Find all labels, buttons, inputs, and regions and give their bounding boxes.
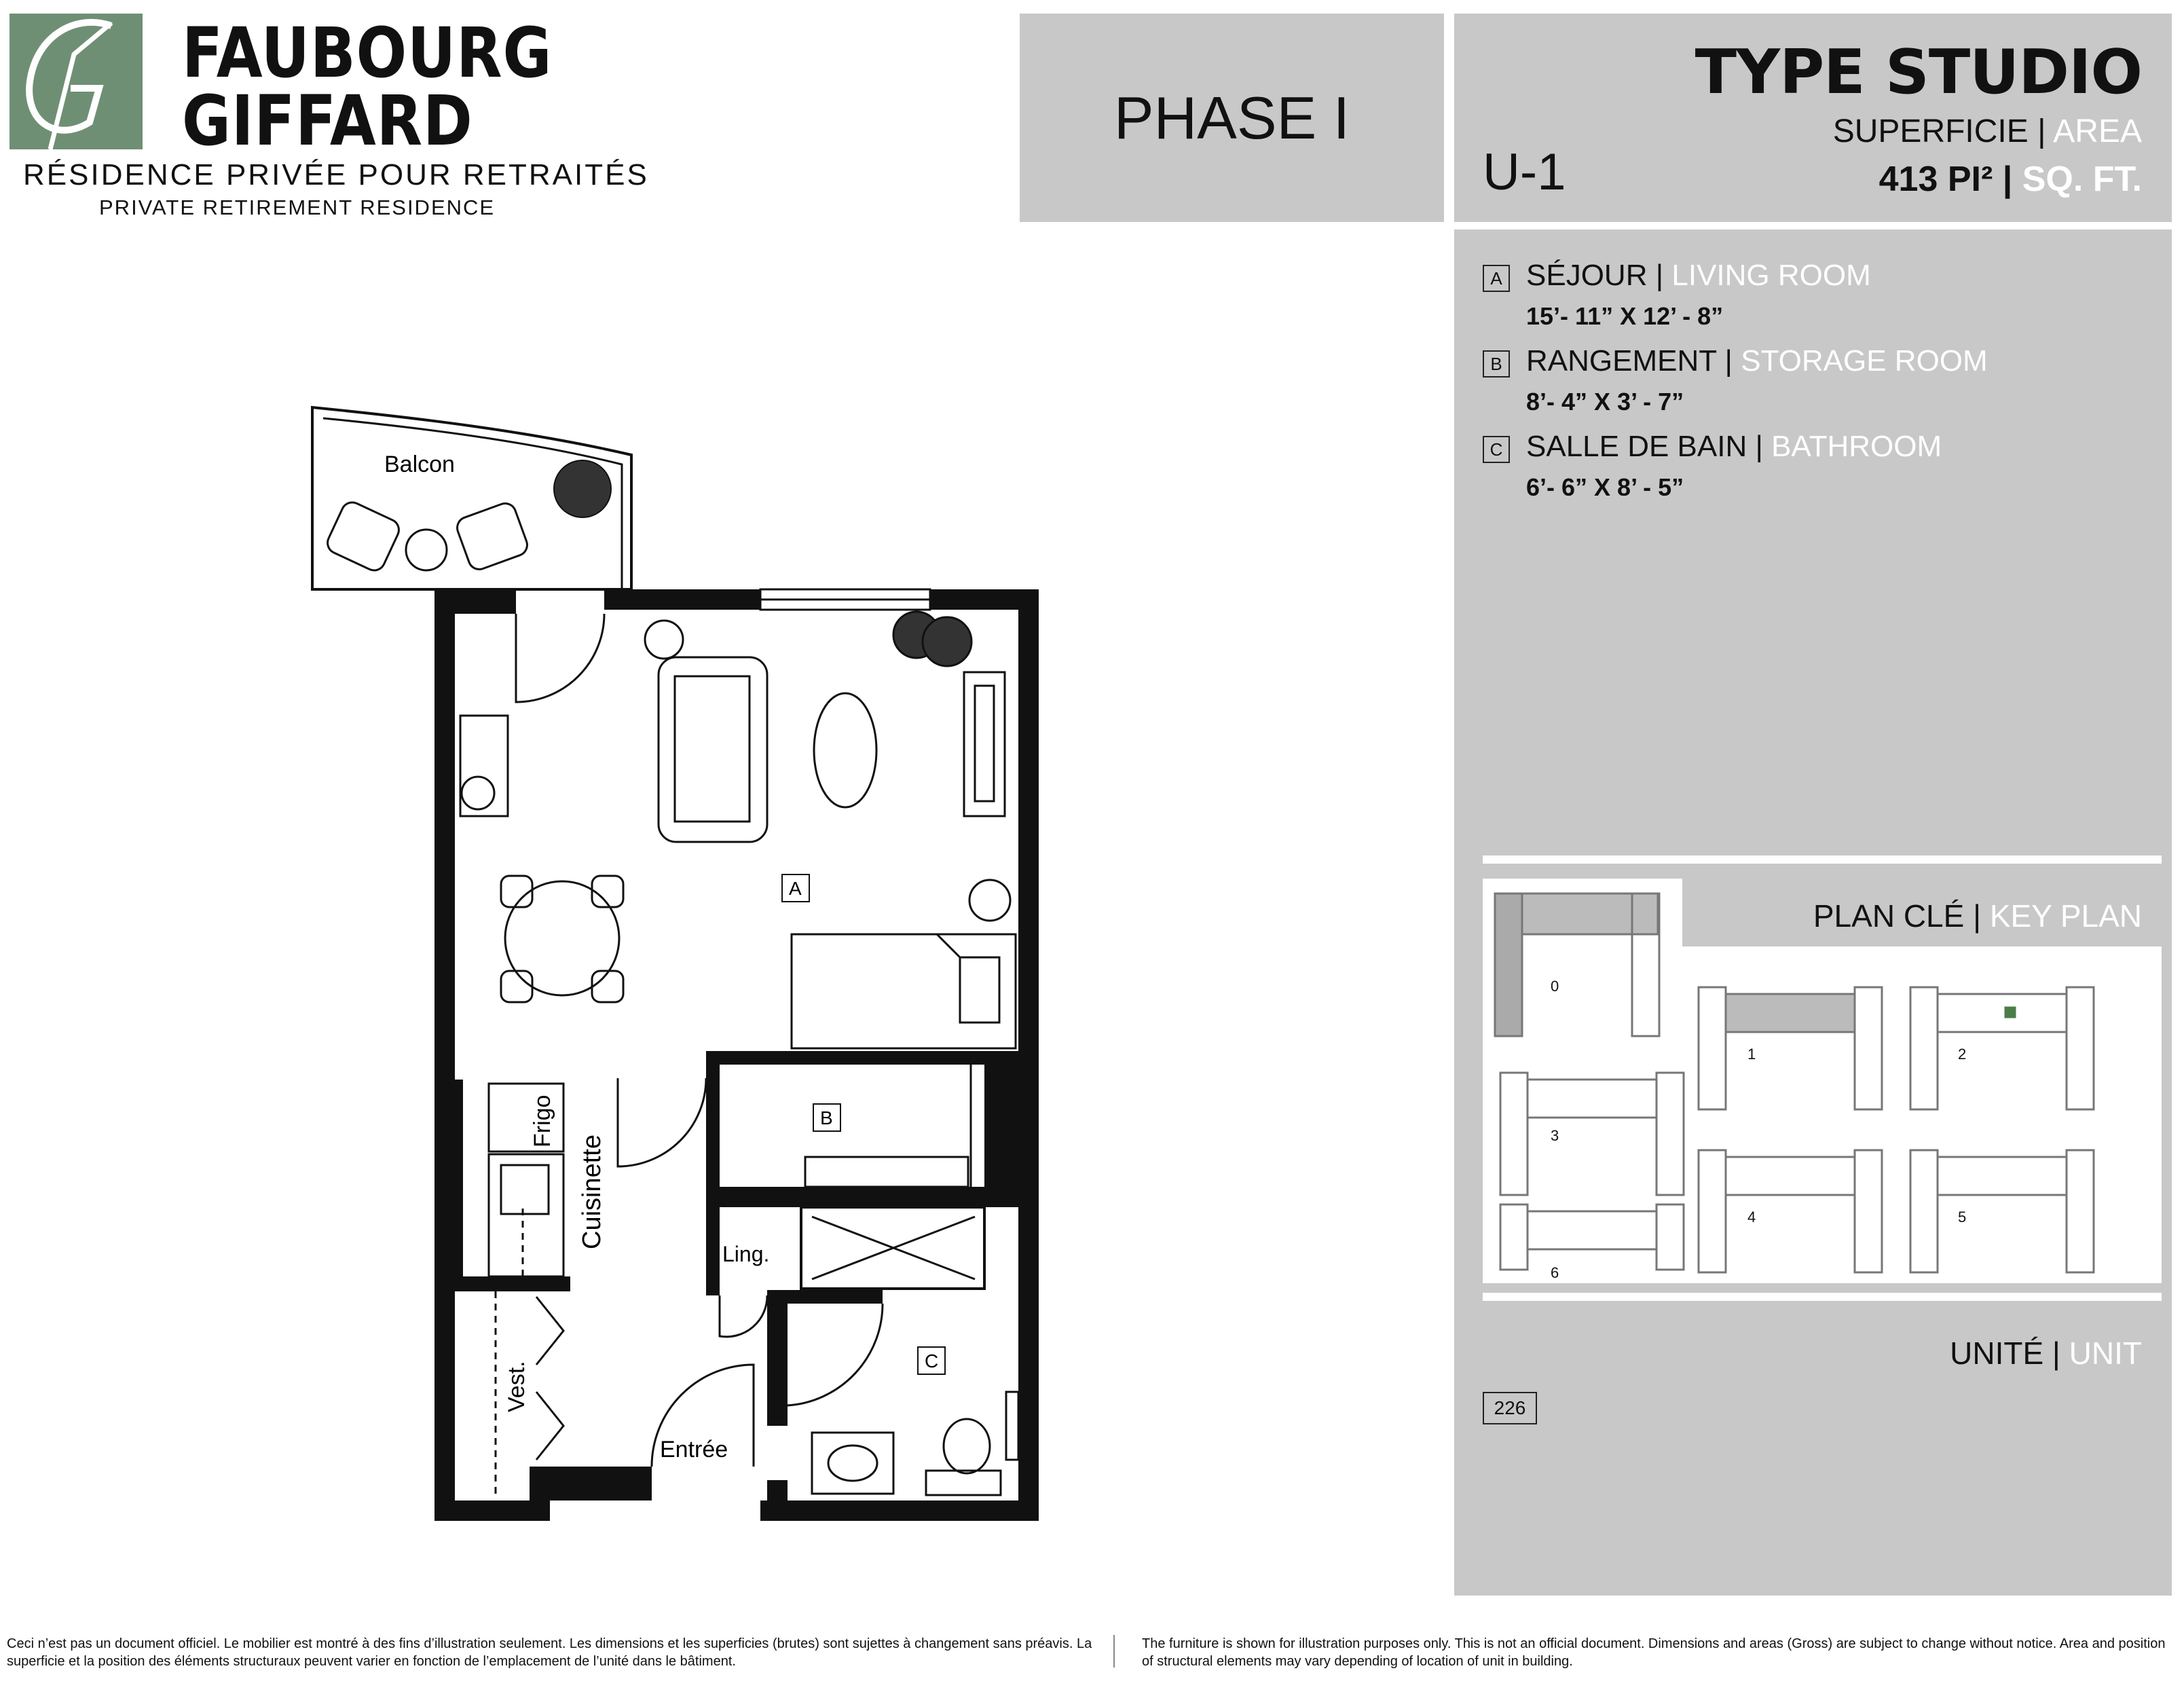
floor-label-3: 3 xyxy=(1551,1127,1559,1144)
separator: | xyxy=(1747,430,1772,463)
room-badge: B xyxy=(1483,350,1510,378)
unit-title-en: UNIT xyxy=(2069,1336,2142,1371)
footer-divider xyxy=(1113,1635,1115,1668)
tagline-english: PRIVATE RETIREMENT RESIDENCE xyxy=(99,196,496,219)
balcony-label: Balcon xyxy=(384,452,455,477)
unit-title xyxy=(1950,1338,2142,1369)
bathroom-fixtures xyxy=(812,1217,1018,1495)
faubourg-giffard-logo xyxy=(10,14,143,149)
room-dimensions: 6’- 6” X 8’ - 5” xyxy=(1526,473,1684,501)
room-badge: C xyxy=(1483,436,1510,463)
room-name-fr: SALLE DE BAIN xyxy=(1526,430,1747,463)
separator: | xyxy=(2037,113,2054,149)
unit-number: 226 xyxy=(1483,1392,1537,1424)
disclaimer-french: Ceci n’est pas un document officiel. Le mobilier est montré à des fins d’illustration seulement. Les dimensions et les superficies (brutes) sont sujettes à changement sans préavis. La superficie et la position des éléments structuraux peuvent varier en fonction de l’emplacement de l’unité dans le bâtiment. xyxy=(7,1636,1092,1669)
room-marker-a: A xyxy=(789,878,802,899)
room-name-en: LIVING ROOM xyxy=(1671,259,1871,292)
doors xyxy=(516,614,883,1467)
tagline-french: RÉSIDENCE PRIVÉE POUR RETRAITÉS xyxy=(23,158,649,191)
area-value xyxy=(1879,162,2142,197)
floor-label-5: 5 xyxy=(1958,1209,1967,1226)
room-badge: A xyxy=(1483,265,1510,292)
living-furniture xyxy=(460,612,1016,1048)
unit-type-panel xyxy=(1454,14,2172,222)
unit-type-title: TYPE STUDIO xyxy=(1695,37,2142,108)
disclaimer-english: The furniture is shown for illustration purposes only. This is not an official document. Dimensions and areas (Gross) are subject to change without notice. Area and position of structural elements may vary depending of location of unit in building. xyxy=(1142,1636,2166,1669)
balcony xyxy=(312,407,631,589)
separator: | xyxy=(1716,344,1741,378)
floor-label-1: 1 xyxy=(1747,1046,1756,1063)
room-name-fr: SÉJOUR xyxy=(1526,259,1648,292)
floor-label-0: 0 xyxy=(1551,978,1559,995)
windows xyxy=(760,589,930,610)
brand-name-line2: GIFFARD xyxy=(182,81,473,162)
unit-model-code: U-1 xyxy=(1483,143,1566,201)
area-label xyxy=(1833,115,2142,148)
key-plan-title-en: KEY PLAN xyxy=(1989,898,2142,934)
room-name xyxy=(1526,261,1871,291)
key-plan-title xyxy=(1813,900,2142,932)
area-label-fr: SUPERFICIE xyxy=(1832,113,2029,149)
room-marker-c: C xyxy=(925,1350,939,1371)
divider xyxy=(1483,855,2162,864)
closet-label: Vest. xyxy=(504,1361,530,1412)
separator: | xyxy=(2043,1336,2069,1371)
separator: | xyxy=(2002,160,2022,199)
room-dimensions: 8’- 4” X 3’ - 7” xyxy=(1526,388,1684,416)
key-plan-title-fr: PLAN CLÉ xyxy=(1813,898,1965,934)
room-name-en: BATHROOM xyxy=(1771,430,1942,463)
area-label-en: AREA xyxy=(2053,113,2142,149)
divider xyxy=(1483,1293,2162,1301)
room-name xyxy=(1526,346,1988,376)
separator: | xyxy=(1647,259,1672,292)
room-marker-b: B xyxy=(820,1107,833,1128)
room-name xyxy=(1526,432,1942,462)
room-info-panel xyxy=(1454,229,2172,1596)
kitchenette-label: Cuisinette xyxy=(578,1135,606,1249)
phase-panel xyxy=(1020,14,1444,222)
room-name-fr: RANGEMENT xyxy=(1526,344,1717,378)
fridge-label: Frigo xyxy=(530,1094,555,1147)
unit-title-fr: UNITÉ xyxy=(1950,1336,2044,1371)
room-dimensions: 15’- 11” X 12’ - 8” xyxy=(1526,302,1724,330)
floor-label-4: 4 xyxy=(1747,1209,1756,1226)
phase-label: PHASE I xyxy=(1113,84,1350,151)
separator: | xyxy=(1964,898,1990,934)
area-value-fr: 413 PI² xyxy=(1878,160,1993,199)
entrance-label: Entrée xyxy=(660,1437,728,1462)
floor-plan xyxy=(299,394,1045,1524)
room-name-en: STORAGE ROOM xyxy=(1741,344,1988,378)
floor-label-6: 6 xyxy=(1551,1264,1559,1281)
linen-label: Ling. xyxy=(722,1242,770,1266)
floor-label-2: 2 xyxy=(1958,1046,1967,1063)
brand-name-line1: FAUBOURG xyxy=(182,13,553,94)
area-value-en: SQ. FT. xyxy=(2022,160,2142,199)
